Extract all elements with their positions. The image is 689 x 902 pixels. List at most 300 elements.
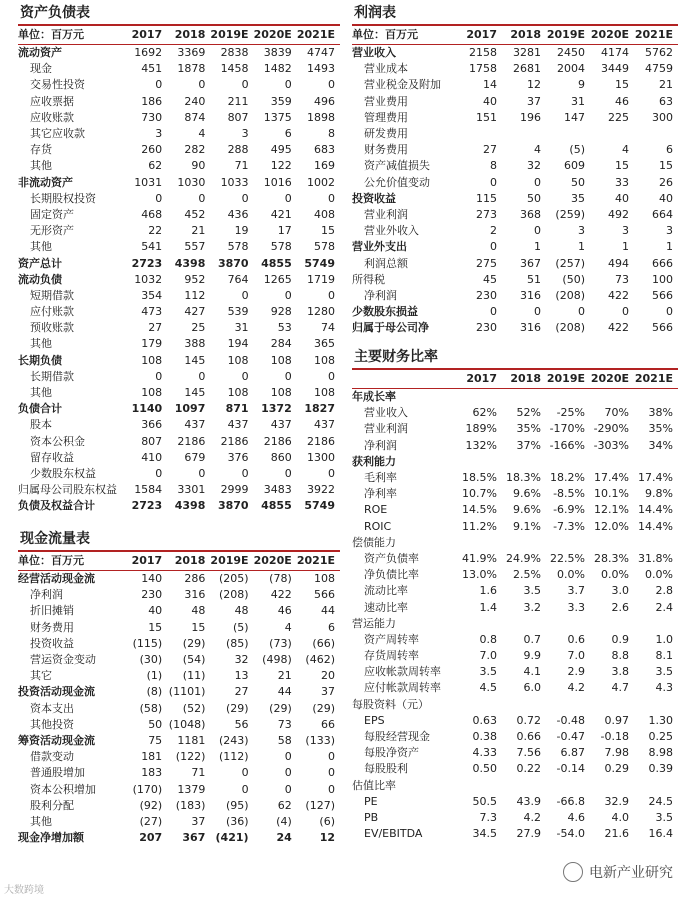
cell-value: 13.0% <box>462 568 497 582</box>
cell-value: 3301 <box>177 483 206 497</box>
cell-value: 1.6 <box>479 584 497 598</box>
cell-value: 422 <box>608 288 629 302</box>
cell-value: 2681 <box>513 62 541 76</box>
cell-value: 4855 <box>261 256 292 270</box>
table-row <box>18 61 340 77</box>
cell-value: 4 <box>284 620 292 634</box>
table-row <box>18 620 340 636</box>
cell-value: -166% <box>549 438 585 452</box>
cell-value: 860 <box>270 450 292 464</box>
row-label: 留存收益 <box>30 450 74 464</box>
cell-value: 451 <box>141 62 163 76</box>
cell-value: 0 <box>241 369 249 383</box>
cell-value: 0 <box>328 78 335 92</box>
table-row <box>352 664 678 680</box>
table-row <box>18 304 340 320</box>
cell-value: 367 <box>182 831 206 845</box>
cell-value: 24.9% <box>506 551 541 565</box>
cell-value: 50 <box>527 191 541 205</box>
cell-value <box>634 697 678 713</box>
cell-value: 12 <box>527 78 541 92</box>
table-row <box>352 599 678 615</box>
table-row <box>18 749 340 765</box>
row-label: 每股资料（元） <box>352 697 429 711</box>
cell-value: 0 <box>666 305 673 319</box>
cell-value: 541 <box>141 240 163 254</box>
cell-value: 108 <box>314 386 335 400</box>
cell-value: 46 <box>615 94 629 108</box>
cell-value: 108 <box>270 353 292 367</box>
cell-value: -0.18 <box>600 730 629 744</box>
row-label: 应付账款 <box>30 305 74 319</box>
cell-value: -0.14 <box>556 762 585 776</box>
watermark-right <box>563 862 673 882</box>
cell-value <box>546 697 590 713</box>
cell-value: 6 <box>284 127 292 141</box>
cell-value <box>502 535 546 551</box>
cell-value <box>458 535 502 551</box>
cell-value: 388 <box>184 337 206 351</box>
cell-value: 3870 <box>217 499 249 513</box>
table-row <box>352 551 678 567</box>
cell-value: (29) <box>269 701 292 715</box>
cell-value: 9.6% <box>513 503 541 517</box>
cell-value: (50) <box>562 272 585 286</box>
cell-value: 5762 <box>645 46 673 60</box>
cell-value: 179 <box>141 337 163 351</box>
table-row <box>18 320 340 336</box>
cell-value: (6) <box>319 814 335 828</box>
cell-value: 34.5 <box>472 827 497 841</box>
row-label: 存货周转率 <box>364 649 419 663</box>
cell-value: 0 <box>328 288 335 302</box>
cell-value: 0 <box>284 288 292 302</box>
cell-value: 2.6 <box>611 600 629 614</box>
cell-value: 31 <box>234 321 249 335</box>
table-row <box>18 223 340 239</box>
table-row <box>18 798 340 814</box>
cell-value: (170) <box>132 782 163 796</box>
cell-value: 260 <box>141 143 163 157</box>
cell-value: 0 <box>622 305 629 319</box>
cell-value: 273 <box>476 207 497 221</box>
row-label: 营业成本 <box>364 62 408 76</box>
cell-value: 7.56 <box>516 746 541 760</box>
cell-value: 230 <box>141 588 163 602</box>
cell-value: 63 <box>659 94 673 108</box>
cell-value: 557 <box>184 240 206 254</box>
cell-value: 1140 <box>131 402 163 416</box>
cell-value: -0.47 <box>556 730 585 744</box>
cell-value: 15 <box>148 620 163 634</box>
table-row <box>18 701 340 717</box>
cell-value: 15 <box>615 159 629 173</box>
row-label: ROE <box>364 503 388 517</box>
table-row <box>18 417 340 433</box>
cell-value: 33 <box>615 175 629 189</box>
ratios-table <box>352 370 678 842</box>
cell-value: 679 <box>184 450 206 464</box>
cell-value: 0 <box>284 782 292 796</box>
cell-value: 1584 <box>134 483 163 497</box>
cell-value: 4 <box>198 127 206 141</box>
cell-value: 18.5% <box>462 471 497 485</box>
cell-value: 0 <box>490 175 497 189</box>
cell-value: 1002 <box>307 175 335 189</box>
cell-value: 0.66 <box>516 730 541 744</box>
row-label: 营业收入 <box>352 46 396 60</box>
cell-value <box>502 454 546 470</box>
cell-value: 70% <box>604 406 629 420</box>
cell-value: 0 <box>155 191 163 205</box>
cell-value: 4 <box>622 143 629 157</box>
cell-value: 27 <box>234 685 249 699</box>
row-label: 经营活动现金流 <box>18 572 95 586</box>
cell-value: (52) <box>182 701 206 715</box>
table-row <box>352 486 678 502</box>
cell-value: 1458 <box>220 62 249 76</box>
cell-value: 147 <box>564 110 585 124</box>
cell-value: 367 <box>520 256 541 270</box>
cell-value: 28.3% <box>594 551 629 565</box>
cell-value: 3839 <box>263 46 292 60</box>
cell-value: 1878 <box>177 62 206 76</box>
year-header: 2018 <box>174 554 206 567</box>
table-row <box>352 142 678 158</box>
cell-value: 52% <box>516 406 541 420</box>
cell-value: 2.5% <box>513 568 541 582</box>
cell-value: 3922 <box>307 483 335 497</box>
row-label: 公允价值变动 <box>364 175 430 189</box>
cell-value <box>546 126 590 142</box>
table-row <box>18 336 340 352</box>
table-row <box>18 45 340 62</box>
cell-value: 764 <box>227 272 249 286</box>
table-row <box>352 470 678 486</box>
cell-value: 1758 <box>469 62 497 76</box>
cell-value: 3.5 <box>523 584 541 598</box>
cell-value: 17.4% <box>638 471 673 485</box>
cell-value: (95) <box>225 798 249 812</box>
row-label: 借款变动 <box>30 750 74 764</box>
cell-value: 40 <box>148 604 163 618</box>
cell-value: 0.63 <box>472 713 497 727</box>
cell-value: 408 <box>314 207 335 221</box>
cell-value: 189% <box>465 422 497 436</box>
cell-value: (112) <box>218 750 249 764</box>
cell-value: 683 <box>314 143 335 157</box>
cell-value: 15 <box>659 159 673 173</box>
row-label: 固定资产 <box>30 207 74 221</box>
cell-value: 20 <box>321 669 335 683</box>
cell-value: 13 <box>234 669 249 683</box>
cell-value: 186 <box>141 94 163 108</box>
cell-value: 4.6 <box>567 810 585 824</box>
cell-value: (5) <box>569 143 585 157</box>
cell-value <box>546 616 590 632</box>
table-row <box>18 126 340 142</box>
cell-value: 11.2% <box>462 519 497 533</box>
watermark-left: 大数跨境 <box>4 885 44 896</box>
table-row <box>352 713 678 729</box>
cell-value <box>590 616 634 632</box>
cell-value: 62% <box>472 406 497 420</box>
cell-value: 316 <box>184 588 206 602</box>
row-label: 其他 <box>30 337 52 351</box>
row-label: 现金 <box>30 62 52 76</box>
cell-value: 3281 <box>513 46 541 60</box>
balance-sheet-panel <box>18 2 340 514</box>
cell-value: 2.8 <box>655 584 673 598</box>
cell-value: 7.0 <box>479 649 497 663</box>
cell-value: 7.98 <box>604 746 629 760</box>
cell-value: 1 <box>578 240 585 254</box>
cell-value: 3 <box>622 224 629 238</box>
cell-value: 41.9% <box>462 551 497 565</box>
cell-value <box>458 454 502 470</box>
cell-value: 31 <box>571 94 585 108</box>
cell-value: 145 <box>184 386 206 400</box>
cell-value: (73) <box>269 636 292 650</box>
cell-value: 19 <box>234 224 249 238</box>
cell-value: (29) <box>312 701 335 715</box>
cell-value: 0 <box>198 191 206 205</box>
cell-value: 2723 <box>131 256 163 270</box>
cell-value: 12.0% <box>594 519 629 533</box>
cell-value: 16.4 <box>648 827 673 841</box>
cell-value: 807 <box>227 110 249 124</box>
row-label: 归属于母公司净 <box>352 321 429 335</box>
cell-value: 40 <box>483 94 497 108</box>
cell-value: (421) <box>215 831 249 845</box>
row-label: 净利润 <box>364 288 397 302</box>
row-label: 应收账款 <box>30 110 74 124</box>
cell-value <box>590 778 634 794</box>
cell-value: 8.1 <box>655 649 673 663</box>
cell-value: 0 <box>328 750 335 764</box>
cell-value: (29) <box>225 701 249 715</box>
cell-value: -303% <box>593 438 629 452</box>
cell-value: 3.2 <box>523 600 541 614</box>
table-row <box>352 61 678 77</box>
cell-value <box>458 126 502 142</box>
cell-value: 225 <box>608 110 629 124</box>
table-row <box>352 45 678 62</box>
cell-value: 275 <box>476 256 497 270</box>
year-header: 2017 <box>466 28 497 41</box>
cell-value: 0.97 <box>604 713 629 727</box>
cell-value: 4759 <box>645 62 673 76</box>
cell-value <box>546 454 590 470</box>
cell-value: 37 <box>191 814 206 828</box>
cashflow-panel <box>18 528 340 846</box>
cell-value: 0 <box>490 240 497 254</box>
table-row <box>352 223 678 239</box>
cell-value: 27 <box>148 321 163 335</box>
cell-value: 3483 <box>263 483 292 497</box>
table-row <box>352 535 678 551</box>
cell-value: 22 <box>148 224 163 238</box>
cell-value: 211 <box>227 94 249 108</box>
cell-value: 666 <box>652 256 673 270</box>
cell-value: -290% <box>593 422 629 436</box>
table-row <box>352 454 678 470</box>
cell-value: 44 <box>277 685 292 699</box>
table-row <box>352 175 678 191</box>
table-row <box>18 830 340 846</box>
row-label: 财务费用 <box>30 620 74 634</box>
table-row <box>18 717 340 733</box>
table-row <box>18 255 340 271</box>
ratios-panel <box>352 346 678 842</box>
table-row <box>18 466 340 482</box>
cell-value: 56 <box>234 717 249 731</box>
header-row <box>352 370 678 389</box>
table-row <box>352 632 678 648</box>
cell-value: 871 <box>225 402 249 416</box>
row-label: 长期负债 <box>18 353 62 367</box>
cell-value: 3 <box>666 224 673 238</box>
row-label: 营业外支出 <box>352 240 407 254</box>
cell-value: 2838 <box>220 46 249 60</box>
cell-value: 0.8 <box>479 632 497 646</box>
cell-value: (208) <box>555 288 585 302</box>
cell-value: 43.9 <box>516 794 541 808</box>
year-header: 2021E <box>296 554 335 567</box>
cell-value <box>634 389 678 406</box>
table-row <box>18 450 340 466</box>
cell-value: 664 <box>652 207 673 221</box>
cell-value: 74 <box>321 321 335 335</box>
cell-value: 50 <box>571 175 585 189</box>
cell-value: 6 <box>328 620 335 634</box>
table-row <box>18 668 340 684</box>
cell-value: 1300 <box>307 450 335 464</box>
table-row <box>18 684 340 700</box>
row-label: 流动负债 <box>18 272 62 286</box>
cell-value: 3.5 <box>479 665 497 679</box>
cell-value: 140 <box>141 572 163 586</box>
cell-value: 108 <box>270 386 292 400</box>
cell-value <box>590 454 634 470</box>
row-label: 少数股东损益 <box>352 305 418 319</box>
cell-value: 0.50 <box>472 762 497 776</box>
cell-value: 22.5% <box>550 551 585 565</box>
table-row <box>18 603 340 619</box>
row-label: 投资收益 <box>30 636 74 650</box>
cell-value <box>546 389 590 406</box>
cell-value: 145 <box>184 353 206 367</box>
cell-value: 1 <box>666 240 673 254</box>
cell-value: 0 <box>328 466 335 480</box>
row-label: EPS <box>364 713 385 727</box>
cell-value: 0 <box>198 369 206 383</box>
table-row <box>352 288 678 304</box>
cell-value: 1827 <box>304 402 335 416</box>
cell-value: 286 <box>184 572 206 586</box>
cell-value: 112 <box>184 288 206 302</box>
cell-value: 1031 <box>134 175 163 189</box>
header-row <box>352 26 678 45</box>
cell-value: 40 <box>615 191 629 205</box>
cell-value: 3.0 <box>611 584 629 598</box>
row-label: 筹资活动现金流 <box>18 733 95 747</box>
cell-value: 10.1% <box>594 487 629 501</box>
cell-value: 4.0 <box>611 810 629 824</box>
row-label: 短期借款 <box>30 288 74 302</box>
cell-value: 566 <box>652 321 673 335</box>
row-label: 资产负债率 <box>364 551 419 565</box>
cell-value: 73 <box>277 717 292 731</box>
cell-value: (1) <box>146 669 163 683</box>
cell-value: 6 <box>666 143 673 157</box>
row-label: 负债及权益合计 <box>18 499 95 513</box>
cell-value: 4.5 <box>479 681 497 695</box>
header-row <box>18 552 340 571</box>
cell-value: (29) <box>182 636 206 650</box>
cell-value <box>502 697 546 713</box>
cell-value: 0 <box>155 369 163 383</box>
cell-value: 14 <box>483 78 497 92</box>
table-row <box>352 239 678 255</box>
row-label: 投资收益 <box>352 191 396 205</box>
cell-value: 0.38 <box>472 730 497 744</box>
cell-value: 0.25 <box>648 730 673 744</box>
cell-value: 1030 <box>177 175 206 189</box>
cell-value: 1482 <box>263 62 292 76</box>
row-label: 其它应收款 <box>30 127 85 141</box>
cell-value: 34% <box>648 438 673 452</box>
cell-value: 71 <box>234 159 249 173</box>
cell-value: 1493 <box>307 62 335 76</box>
cell-value: 2723 <box>131 499 163 513</box>
cell-value: 40 <box>659 191 673 205</box>
cell-value: 0 <box>578 305 585 319</box>
row-label: 流动资产 <box>18 46 62 60</box>
table-row <box>18 434 340 450</box>
table-row <box>352 421 678 437</box>
cell-value: 5749 <box>304 256 335 270</box>
cell-value: 2186 <box>263 434 292 448</box>
row-label: 非流动资产 <box>18 175 73 189</box>
cell-value: 0 <box>490 305 497 319</box>
row-label: 投资活动现金流 <box>18 685 95 699</box>
cell-value: -8.5% <box>553 487 585 501</box>
table-row <box>352 502 678 518</box>
table-row <box>352 761 678 777</box>
cell-value: 2999 <box>220 483 249 497</box>
row-label: 资产周转率 <box>364 632 419 646</box>
year-header: 2019E <box>210 28 249 41</box>
table-row <box>352 77 678 93</box>
row-label: 速动比率 <box>364 600 408 614</box>
cell-value: 2158 <box>469 46 497 60</box>
table-row <box>352 272 678 288</box>
cell-value: (30) <box>139 653 163 667</box>
table-row <box>352 110 678 126</box>
cell-value <box>458 778 502 794</box>
cell-value: 8 <box>328 127 335 141</box>
row-label: 营业费用 <box>364 94 408 108</box>
cell-value: (462) <box>305 653 335 667</box>
cell-value <box>634 535 678 551</box>
unit-label: 单位：百万元 <box>18 554 84 567</box>
table-row <box>18 94 340 110</box>
cell-value <box>458 389 502 406</box>
cell-value: 1016 <box>263 175 292 189</box>
table-row <box>352 697 678 713</box>
cell-value: 1375 <box>263 110 292 124</box>
